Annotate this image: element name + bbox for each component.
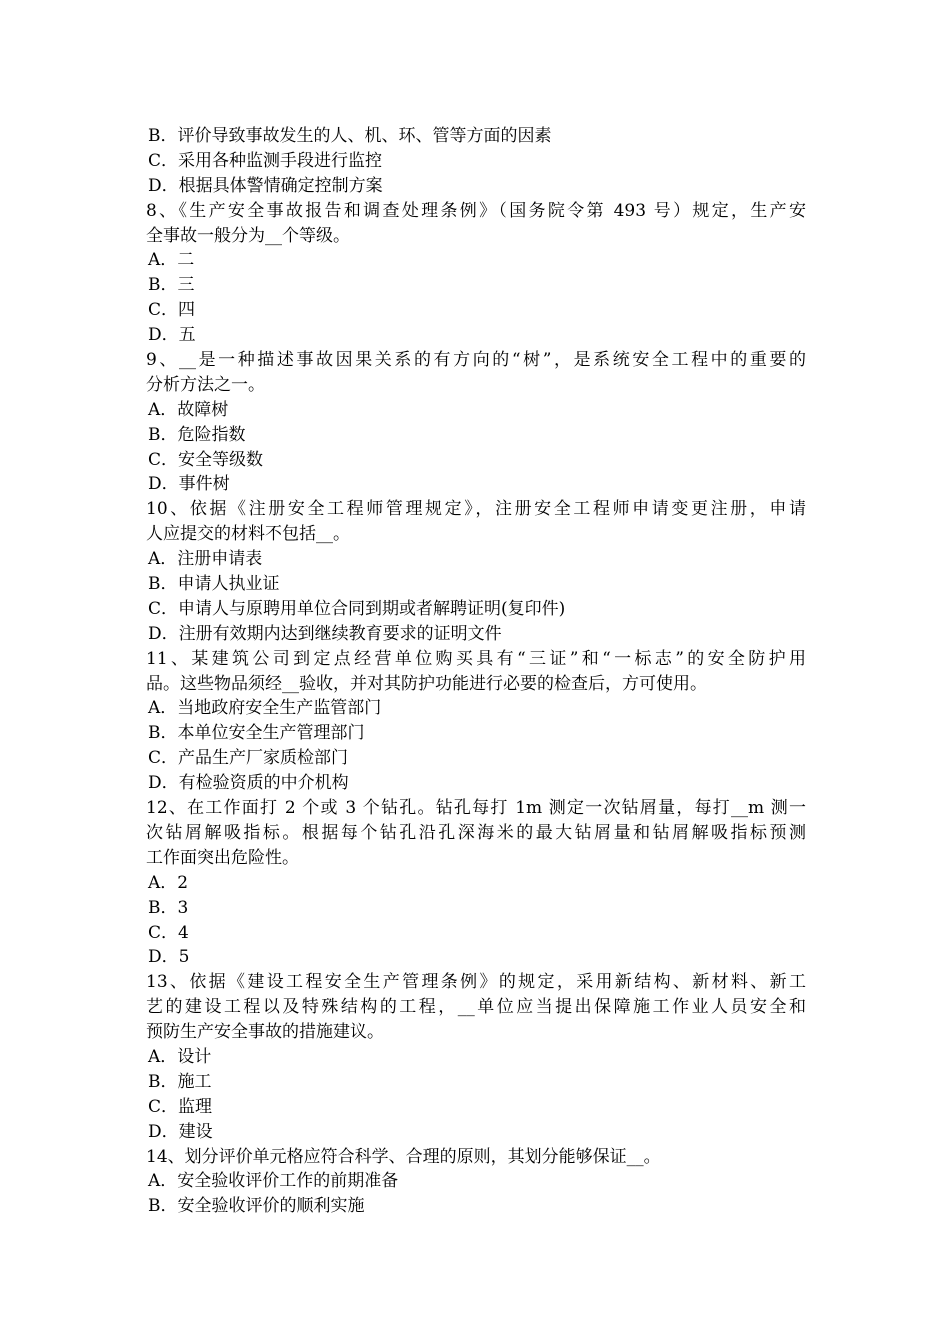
option-b: B．本单位安全生产管理部门	[148, 723, 365, 744]
option-c: C．监理	[148, 1096, 213, 1117]
question-14	[146, 1145, 806, 1220]
option-a: A．故障树	[148, 399, 229, 420]
question-text-line: 品。这些物品须经__验收，并对其防护功能进行必要的检查后，方可使用。	[146, 673, 707, 694]
option-d: D．5	[148, 947, 190, 968]
option: D．根据具体警情确定控制方案	[148, 175, 383, 196]
option-b: B．危险指数	[148, 424, 246, 445]
previous-question-options	[146, 124, 806, 199]
option: C．采用各种监测手段进行监控	[148, 150, 383, 171]
option-c: C．4	[148, 922, 189, 943]
question-11	[146, 647, 806, 796]
option-a: A．二	[148, 250, 195, 271]
option-d: D．注册有效期内达到继续教育要求的证明文件	[148, 623, 502, 644]
option-d: D．五	[148, 325, 196, 346]
question-text-line: 9、__是一种描述事故因果关系的有方向的“树”，是系统安全工程中的重要的	[146, 350, 806, 371]
option-d: D．有检验资质的中介机构	[148, 773, 349, 794]
question-text-line: 全事故一般分为__个等级。	[146, 225, 350, 246]
question-text-line: 预防生产安全事故的措施建议。	[146, 1022, 384, 1043]
option-a: A．2	[148, 872, 189, 893]
option-d: D．事件树	[148, 474, 230, 495]
question-10	[146, 497, 806, 646]
question-text-line: 人应提交的材料不包括__。	[146, 524, 350, 545]
option: B．评价导致事故发生的人、机、环、管等方面的因素	[148, 126, 552, 146]
option-b: B．3	[148, 897, 189, 918]
document-page	[146, 124, 806, 1219]
question-12	[146, 796, 806, 970]
option-c: C．申请人与原聘用单位合同到期或者解聘证明(复印件)	[148, 598, 566, 619]
option-b: B．申请人执业证	[148, 574, 280, 595]
question-text-line: 12、在工作面打 2 个或 3 个钻孔。钻孔每打 1m 测定一次钻屑量，每打__m 测一	[146, 798, 806, 819]
option-c: C．四	[148, 300, 196, 321]
option-a: A．设计	[148, 1046, 212, 1067]
option-b: B．安全验收评价的顺利实施	[148, 1196, 365, 1217]
question-text-line: 8、《生产安全事故报告和调查处理条例》（国务院令第 493 号）规定，生产安	[146, 200, 806, 221]
question-text-line: 13、依据《建设工程安全生产管理条例》的规定，采用新结构、新材料、新工	[146, 972, 806, 993]
option-d: D．建设	[148, 1121, 213, 1142]
option-c: C．产品生产厂家质检部门	[148, 748, 349, 769]
question-text-line: 艺的建设工程以及特殊结构的工程，__单位应当提出保障施工作业人员安全和	[146, 997, 806, 1018]
question-13	[146, 970, 806, 1144]
option-c: C．安全等级数	[148, 449, 264, 470]
option-b: B．施工	[148, 1071, 212, 1092]
question-text-line: 10、依据《注册安全工程师管理规定》，注册安全工程师申请变更注册，申请	[146, 499, 806, 520]
question-8	[146, 199, 806, 348]
question-text-line: 分析方法之一。	[146, 374, 265, 395]
question-text-line: 工作面突出危险性。	[146, 847, 299, 868]
question-text-line: 14、划分评价单元格应符合科学、合理的原则，其划分能够保证__。	[146, 1146, 661, 1167]
option-b: B．三	[148, 275, 195, 296]
question-text-line: 11、某建筑公司到定点经营单位购买具有“三证”和“一标志”的安全防护用	[146, 648, 806, 669]
option-a: A．当地政府安全生产监管部门	[148, 698, 382, 719]
option-a: A．安全验收评价工作的前期准备	[148, 1171, 399, 1192]
question-9	[146, 348, 806, 497]
option-a: A．注册申请表	[148, 549, 263, 570]
question-text-line: 次钻屑解吸指标。根据每个钻孔沿孔深海米的最大钻屑量和钻屑解吸指标预测	[146, 822, 806, 843]
